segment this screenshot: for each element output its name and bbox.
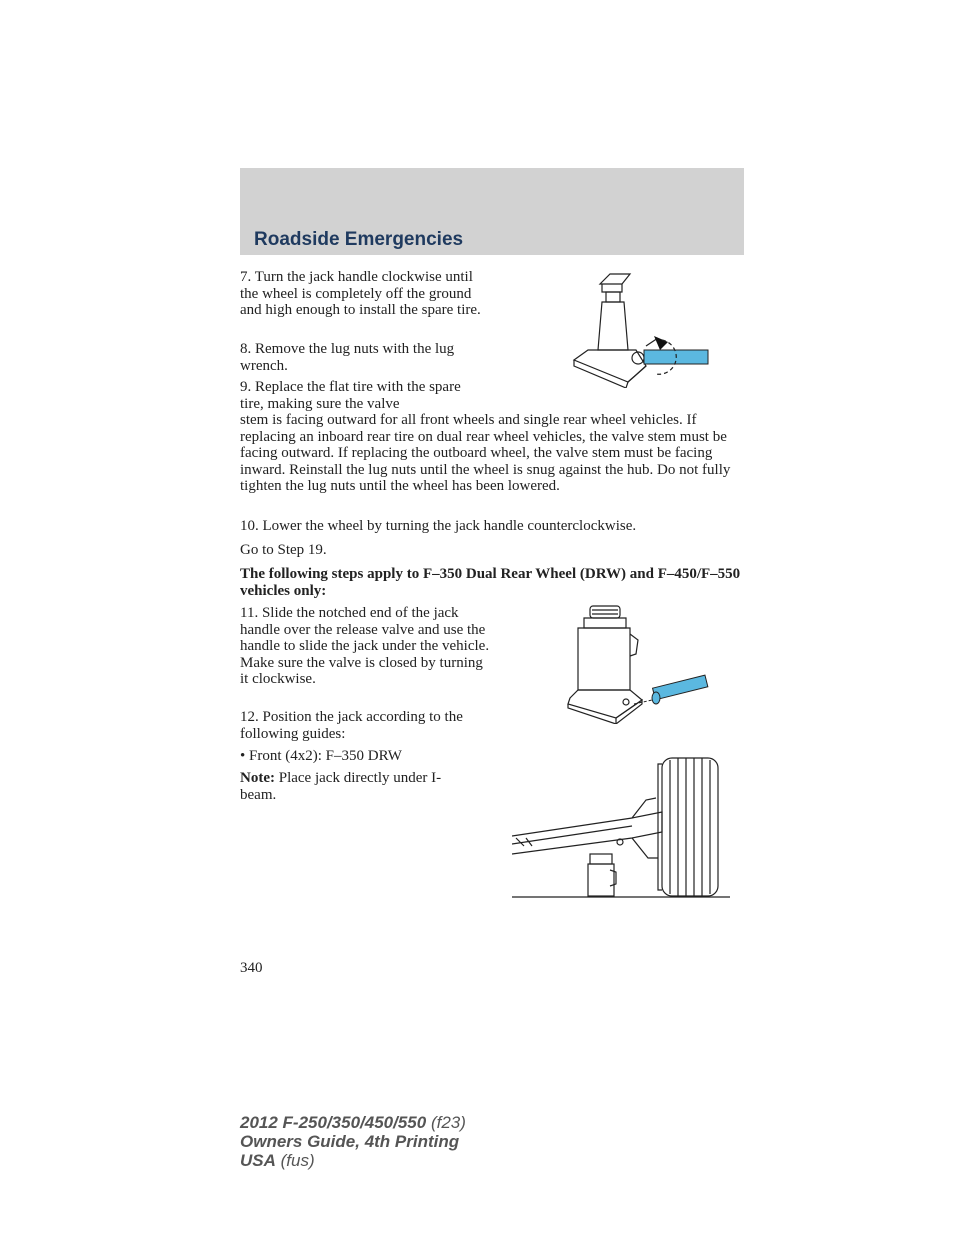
footer-model: 2012 F-250/350/450/550 [240, 1113, 427, 1132]
footer-region: USA [240, 1151, 276, 1170]
bullet-text: Front (4x2): F–350 DRW [249, 748, 402, 764]
drw-heading: The following steps apply to F–350 Dual Rear Wheel (DRW) and F–450/F–550 vehicles only: [240, 566, 741, 599]
note-label: Note: [240, 770, 275, 786]
step-9-text-b: stem is facing outward for all front wheels and single rear wheel vehicles. If replacing an inboard rear tire on dual rear wheel vehicles, the valve stem must be facing outward. If replacing the outboard wheel, the valve stem must be facing inward. Reinstall the lug nuts until the wheel is snug against the hub. Do not fully tighten the lug nuts until the wheel has been lowered. [240, 412, 731, 494]
ibeam-jack-placement-illustration [512, 754, 732, 900]
section-title: Roadside Emergencies [254, 229, 464, 250]
step-8-text: 8. Remove the lug nuts with the lug wrench. [240, 341, 455, 374]
page-number: 340 [240, 960, 263, 976]
step-9-text-a: 9. Replace the flat tire with the spare tire, making sure the valve [240, 379, 461, 412]
note-text [240, 770, 470, 803]
bullet-item [240, 748, 492, 765]
step-7-text: 7. Turn the jack handle clockwise until the wheel is completely off the ground and high enough to install the spare tire. [240, 269, 481, 318]
footer-line-1 [240, 1113, 466, 1132]
note-body: Place jack directly under I-beam. [240, 770, 442, 803]
step-11-text: 11. Slide the notched end of the jack handle over the release valve and use the handle to slide the jack under the vehicle. Make sure the valve is closed by turning it clockwise. [240, 605, 490, 687]
bottle-jack-illustration [564, 604, 712, 724]
footer-line-3 [240, 1151, 466, 1170]
document-footer [240, 1113, 466, 1170]
footer-model-code: (f23) [426, 1113, 466, 1132]
step-10-text: 10. Lower the wheel by turning the jack handle counterclockwise. [240, 518, 637, 534]
jack-raise-illustration [566, 270, 716, 388]
footer-region-code: (fus) [275, 1151, 315, 1170]
footer-line-2: Owners Guide, 4th Printing [240, 1132, 460, 1151]
section-header-band [240, 168, 744, 255]
goto-step-text: Go to Step 19. [240, 542, 327, 558]
step-12-text: 12. Position the jack according to the following guides: [240, 709, 463, 742]
bullet-marker: • [240, 748, 250, 764]
